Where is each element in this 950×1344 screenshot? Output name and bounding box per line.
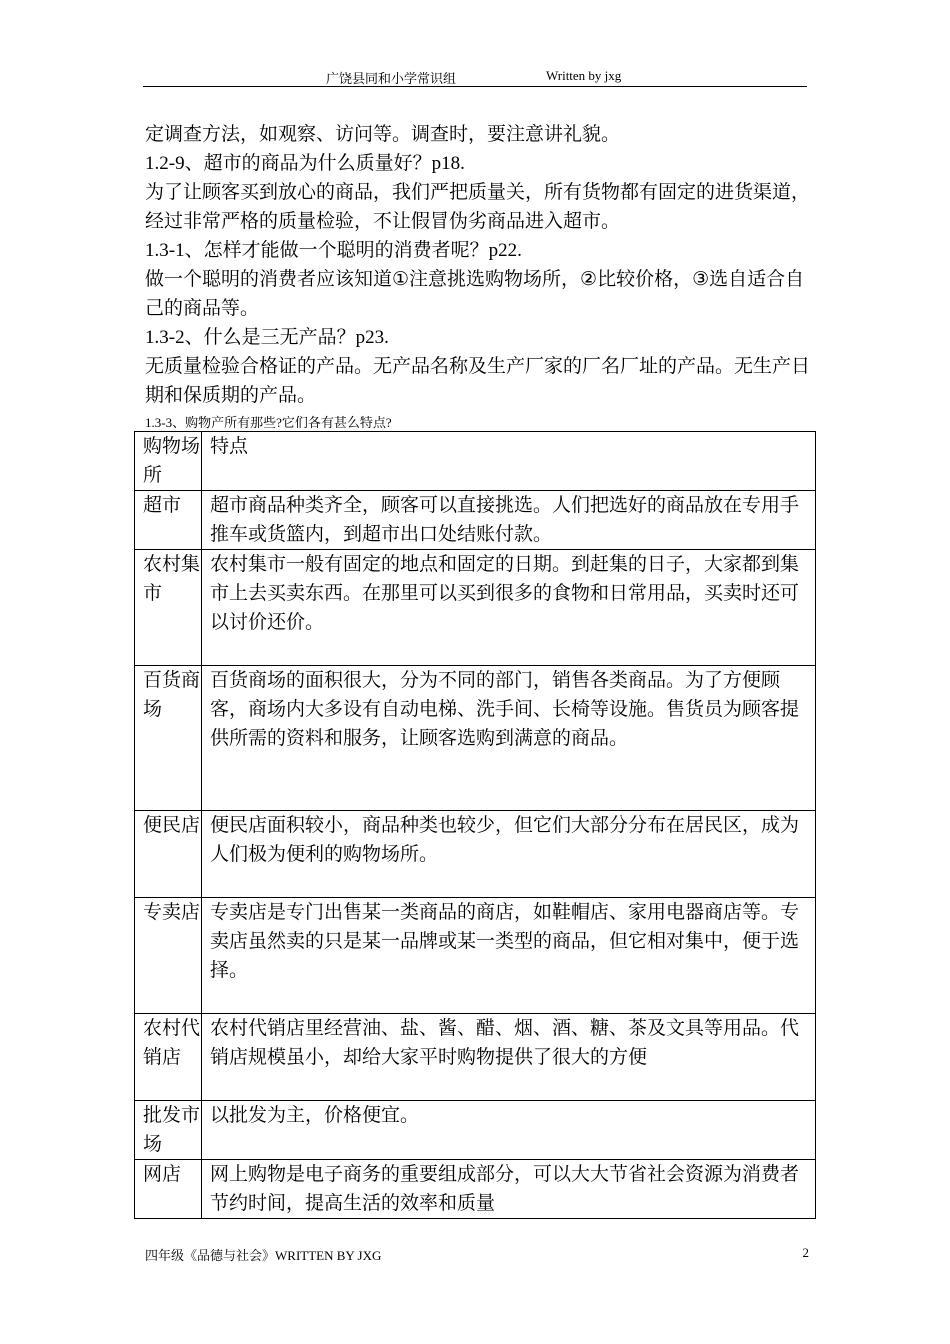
table-row bbox=[135, 1101, 816, 1160]
feature-cell: 以批发为主，价格便宜。 bbox=[202, 1101, 816, 1160]
place-cell: 批发市场 bbox=[135, 1101, 202, 1160]
question-heading: 1.3-2、什么是三无产品？p23. bbox=[145, 327, 389, 348]
paragraph: 无质量检验合格证的产品。无产品名称及生产厂家的厂名厂址的产品。无生产日期和保质期的产品。 bbox=[145, 355, 811, 406]
feature-cell: 农村代销店里经营油、盐、酱、醋、烟、酒、糖、茶及文具等用品。代销店规模虽小，却给大家平时购物提供了很大的方便 bbox=[202, 1014, 816, 1101]
table-row bbox=[135, 898, 816, 1014]
table-row bbox=[135, 1160, 816, 1219]
page-header bbox=[143, 66, 807, 87]
table-row bbox=[135, 1014, 816, 1101]
place-cell: 便民店 bbox=[135, 811, 202, 898]
feature-cell: 农村集市一般有固定的地点和固定的日期。到赶集的日子，大家都到集市上去买卖东西。在那里可以买到很多的食物和日常用品，买卖时还可以讨价还价。 bbox=[202, 550, 816, 666]
paragraph: 做一个聪明的消费者应该知道①注意挑选购物场所，②比较价格，③选自适合自己的商品等。 bbox=[145, 268, 805, 319]
footer-title: 四年级《品德与社会》WRITTEN BY JXG bbox=[145, 1248, 382, 1263]
header-school: 广饶县同和小学常识组 bbox=[326, 71, 457, 86]
place-cell: 百货商场 bbox=[135, 666, 202, 811]
table-row bbox=[135, 811, 816, 898]
place-cell: 超市 bbox=[135, 491, 202, 550]
body-text bbox=[145, 120, 825, 410]
question-heading: 1.2-9、超市的商品为什么质量好？p18. bbox=[145, 153, 465, 174]
place-cell: 农村集市 bbox=[135, 550, 202, 666]
feature-cell: 超市商品种类齐全，顾客可以直接挑选。人们把选好的商品放在专用手推车或货篮内，到超市出口处结账付款。 bbox=[202, 491, 816, 550]
page-footer bbox=[145, 1245, 809, 1264]
question-heading: 1.3-1、怎样才能做一个聪明的消费者呢？p22. bbox=[145, 240, 522, 261]
feature-cell: 百货商场的面积很大，分为不同的部门，销售各类商品。为了方便顾客，商场内大多设有自动电梯、洗手间、长椅等设施。售货员为顾客提供所需的资料和服务，让顾客选购到满意的商品。 bbox=[202, 666, 816, 811]
table-row bbox=[135, 666, 816, 811]
header-author: Written by jxg bbox=[546, 68, 622, 83]
feature-cell: 专卖店是专门出售某一类商品的商店，如鞋帽店、家用电器商店等。专卖店虽然卖的只是某一品牌或某一类型的商品，但它相对集中，便于选择。 bbox=[202, 898, 816, 1014]
page-number: 2 bbox=[802, 1245, 809, 1260]
header-feature: 特点 bbox=[202, 432, 816, 491]
paragraph: 为了让顾客买到放心的商品，我们严把质量关，所有货物都有固定的进货渠道，经过非常严格的质量检验，不让假冒伪劣商品进入超市。 bbox=[145, 181, 811, 232]
table-row bbox=[135, 550, 816, 666]
table-header-row bbox=[135, 432, 816, 491]
shopping-places-table bbox=[134, 431, 816, 1219]
table-row bbox=[135, 491, 816, 550]
place-cell: 农村代销店 bbox=[135, 1014, 202, 1101]
feature-cell: 便民店面积较小，商品种类也较少，但它们大部分分布在居民区，成为人们极为便利的购物场所。 bbox=[202, 811, 816, 898]
paragraph: 定调查方法，如观察、访问等。调查时，要注意讲礼貌。 bbox=[145, 123, 621, 145]
feature-cell: 网上购物是电子商务的重要组成部分，可以大大节省社会资源为消费者节约时间，提高生活的效率和质量 bbox=[202, 1160, 816, 1219]
table-caption: 1.3-3、购物产所有那些?它们各有甚么特点? bbox=[145, 415, 392, 430]
place-cell: 网店 bbox=[135, 1160, 202, 1219]
place-cell: 专卖店 bbox=[135, 898, 202, 1014]
header-place: 购物场所 bbox=[135, 432, 202, 491]
